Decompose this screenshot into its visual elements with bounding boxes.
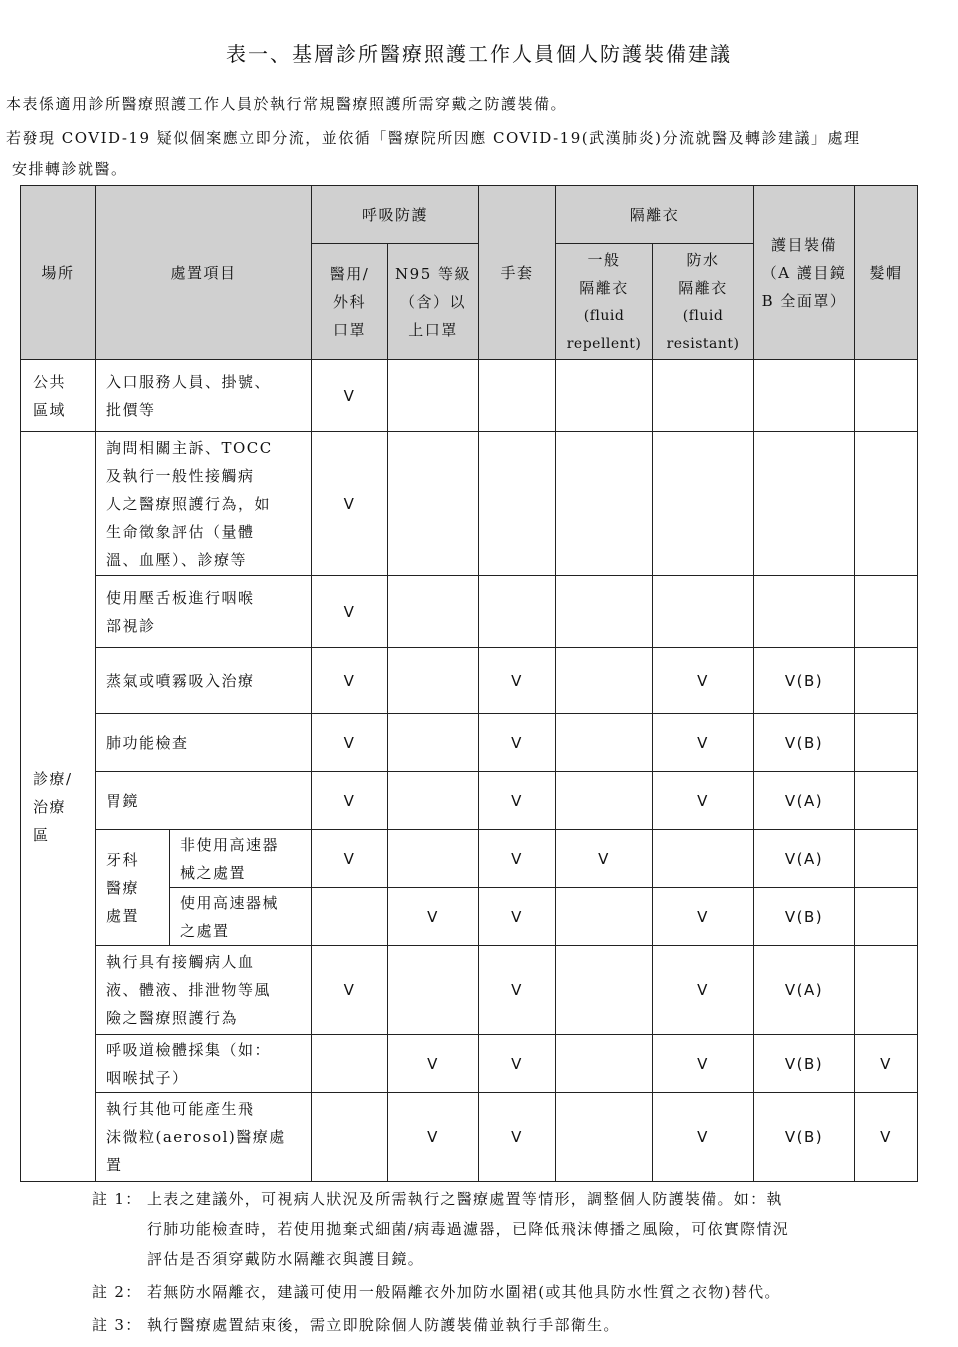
note-line: 若無防水隔離衣，建議可使用一般隔離衣外加防水圍裙(或其他具防水性質之衣物)替代。 (147, 1283, 781, 1301)
dental-line: 醫療 (106, 878, 140, 897)
cell-gloves: V (479, 946, 556, 1035)
cell-eye: V(B) (754, 1093, 855, 1182)
table-row (21, 432, 918, 576)
cell-n95 (388, 432, 479, 576)
item-line: 非使用高速器 (180, 835, 280, 854)
item-line: 胃鏡 (106, 791, 140, 810)
item-line: 執行具有接觸病人血 (106, 953, 255, 971)
header-eye-line: 護目裝備 (771, 235, 838, 254)
item-line: 置 (106, 1156, 123, 1174)
cell-mask: V (312, 648, 388, 714)
cell-gloves (479, 432, 556, 576)
cell-gown-waterproof (653, 830, 754, 888)
cell-cap (855, 946, 918, 1035)
header-gown-waterproof-line: (fluid (682, 307, 724, 324)
cell-mask: V (312, 432, 388, 576)
header-n95-line: （含）以 (400, 292, 467, 311)
header-item: 處置項目 (96, 186, 312, 360)
header-gown-general-line: (fluid (583, 307, 625, 324)
table-row (21, 648, 918, 714)
table-row (21, 946, 918, 1035)
intro-line-3: 安排轉診就醫。 (12, 160, 128, 178)
cell-gown-general (556, 1093, 653, 1182)
header-gown-general-line: 一般 (587, 250, 621, 269)
cell-gown-general (556, 648, 653, 714)
note-line: 執行醫療處置結束後，需立即脫除個人防護裝備並執行手部衛生。 (147, 1316, 620, 1334)
item-line: 使用壓舌板進行咽喉 (106, 588, 255, 607)
cell-gown-waterproof: V (653, 946, 754, 1035)
header-gloves: 手套 (479, 186, 556, 360)
item-line: 蒸氣或噴霧吸入治療 (106, 671, 255, 690)
note-1 (92, 1184, 932, 1274)
intro-line-2: 若發現 COVID-19 疑似個案應立即分流，並依循「醫療院所因應 COVID-19(武漢肺炎)分流就醫及轉診建議」處理 (6, 129, 861, 147)
item-cell (96, 1093, 312, 1182)
cell-mask: V (312, 772, 388, 830)
cell-mask (312, 1035, 388, 1093)
item-line: 執行其他可能產生飛 (106, 1100, 255, 1118)
cell-gown-general (556, 772, 653, 830)
header-n95-line: 上口罩 (408, 320, 458, 339)
note-label: 註 1： (92, 1190, 142, 1208)
item-line: 之處置 (180, 921, 230, 940)
cell-gown-general (556, 888, 653, 946)
zone-public (21, 360, 96, 432)
header-gown-waterproof-line: 防水 (686, 250, 720, 269)
item-line: 人之醫療照護行為，如 (106, 494, 272, 513)
item-cell (96, 714, 312, 772)
cell-n95: V (388, 1035, 479, 1093)
item-cell (96, 432, 312, 576)
header-mask-line: 醫用/ (329, 264, 370, 283)
header-respiratory: 呼吸防護 (312, 186, 479, 244)
item-line: 使用高速器械 (180, 893, 280, 912)
page-title: 表一、基層診所醫療照護工作人員個人防護裝備建議 (226, 42, 732, 66)
cell-gown-waterproof: V (653, 1035, 754, 1093)
cell-eye: V(B) (754, 1035, 855, 1093)
item-cell (96, 648, 312, 714)
cell-gown-waterproof: V (653, 772, 754, 830)
cell-n95: V (388, 1093, 479, 1182)
cell-n95 (388, 772, 479, 830)
zone-line: 公共 (33, 372, 67, 391)
cell-eye: V(A) (754, 772, 855, 830)
cell-eye (754, 576, 855, 648)
item-cell (96, 772, 312, 830)
cell-gown-waterproof (653, 576, 754, 648)
cell-cap (855, 888, 918, 946)
cell-n95 (388, 360, 479, 432)
cell-eye (754, 360, 855, 432)
note-line: 上表之建議外，可視病人狀況及所需執行之醫療處置等情形，調整個人防護裝備。如：執 (147, 1190, 783, 1208)
header-surgical-mask (312, 244, 388, 360)
header-location: 場所 (21, 186, 96, 360)
item-cell (170, 888, 312, 946)
cell-cap (855, 772, 918, 830)
cell-gloves: V (479, 830, 556, 888)
cell-gown-waterproof: V (653, 714, 754, 772)
item-cell (96, 1035, 312, 1093)
zone-line: 治療 (33, 797, 67, 816)
cell-eye (754, 432, 855, 576)
cell-n95 (388, 830, 479, 888)
note-line: 行肺功能檢查時，若使用拋棄式細菌/病毒過濾器，已降低飛沫傳播之風險，可依實際情況 (147, 1220, 790, 1238)
header-n95-line: N95 等級 (395, 264, 472, 283)
cell-cap: V (855, 1093, 918, 1182)
cell-eye: V(A) (754, 830, 855, 888)
cell-eye: V(B) (754, 714, 855, 772)
cell-gloves: V (479, 888, 556, 946)
header-gown-waterproof-line: resistant) (666, 335, 740, 352)
zone-line: 區域 (33, 400, 67, 419)
cell-gown-general: V (556, 830, 653, 888)
ppe-table (20, 185, 918, 1182)
cell-n95: V (388, 888, 479, 946)
cell-cap (855, 830, 918, 888)
zone-line: 區 (33, 825, 50, 844)
header-eye-protection (754, 186, 855, 360)
cell-cap (855, 360, 918, 432)
item-line: 險之醫療照護行為 (106, 1009, 239, 1027)
cell-gown-waterproof: V (653, 648, 754, 714)
dental-group (96, 830, 170, 946)
item-line: 液、體液、排泄物等風 (106, 981, 272, 999)
item-line: 溫、血壓）、診療等 (106, 550, 248, 569)
cell-gloves (479, 360, 556, 432)
item-line: 咽喉拭子） (106, 1068, 189, 1087)
cell-gown-general (556, 432, 653, 576)
cell-cap (855, 576, 918, 648)
table-row (21, 1093, 918, 1182)
item-cell (170, 830, 312, 888)
note-label: 註 2： (92, 1283, 142, 1301)
note-text (147, 1310, 932, 1340)
note-3 (92, 1310, 932, 1340)
cell-gloves: V (479, 1035, 556, 1093)
cell-cap (855, 714, 918, 772)
header-hair-cap: 髮帽 (855, 186, 918, 360)
item-cell (96, 360, 312, 432)
cell-mask: V (312, 830, 388, 888)
item-line: 械之處置 (180, 863, 247, 882)
cell-cap (855, 432, 918, 576)
cell-mask: V (312, 714, 388, 772)
cell-cap (855, 648, 918, 714)
item-line: 生命徵象評估（量體 (106, 522, 255, 541)
note-label: 註 3： (92, 1316, 142, 1334)
zone-treatment (21, 432, 96, 1182)
cell-gown-general (556, 360, 653, 432)
header-gown-general-line: 隔離衣 (579, 278, 629, 297)
cell-gloves (479, 576, 556, 648)
cell-gown-general (556, 576, 653, 648)
header-mask-line: 外科 (333, 292, 367, 311)
cell-gown-general (556, 714, 653, 772)
item-line: 及執行一般性接觸病 (106, 466, 255, 485)
cell-cap: V (855, 1035, 918, 1093)
cell-eye: V(B) (754, 888, 855, 946)
dental-line: 處置 (106, 906, 140, 925)
cell-n95 (388, 946, 479, 1035)
item-line: 批價等 (106, 400, 156, 419)
cell-gown-general (556, 946, 653, 1035)
cell-mask: V (312, 360, 388, 432)
table-row (21, 714, 918, 772)
cell-n95 (388, 648, 479, 714)
intro-line-1: 本表係適用診所醫療照護工作人員於執行常規醫療照護所需穿戴之防護裝備。 (6, 95, 568, 113)
header-mask-line: 口罩 (333, 320, 367, 339)
cell-mask: V (312, 576, 388, 648)
header-gown-waterproof (653, 244, 754, 360)
item-cell (96, 946, 312, 1035)
cell-gown-waterproof: V (653, 1093, 754, 1182)
header-gown: 隔離衣 (556, 186, 754, 244)
dental-line: 牙科 (106, 850, 140, 869)
table-row (21, 772, 918, 830)
note-line: 評估是否須穿戴防水隔離衣與護目鏡。 (147, 1250, 425, 1268)
cell-eye: V(A) (754, 946, 855, 1035)
note-text (147, 1184, 932, 1274)
item-line: 部視診 (106, 616, 156, 635)
item-line: 肺功能檢查 (106, 733, 189, 752)
table-row (21, 1035, 918, 1093)
cell-gloves: V (479, 648, 556, 714)
cell-gown-waterproof (653, 432, 754, 576)
cell-gown-waterproof: V (653, 888, 754, 946)
item-line: 呼吸道檢體採集（如： (106, 1040, 272, 1059)
cell-gloves: V (479, 1093, 556, 1182)
note-2 (92, 1277, 932, 1307)
item-cell (96, 576, 312, 648)
item-line: 詢問相關主訴、TOCC (106, 438, 273, 457)
table-row (21, 360, 918, 432)
zone-line: 診療/ (33, 769, 73, 788)
cell-gloves: V (479, 772, 556, 830)
cell-n95 (388, 714, 479, 772)
cell-mask: V (312, 946, 388, 1035)
cell-mask (312, 888, 388, 946)
cell-gloves: V (479, 714, 556, 772)
header-eye-line: （A 護目鏡 (761, 263, 847, 282)
cell-eye: V(B) (754, 648, 855, 714)
cell-mask (312, 1093, 388, 1182)
note-text (147, 1277, 932, 1307)
cell-n95 (388, 576, 479, 648)
header-gown-general-line: repellent) (566, 335, 642, 352)
cell-gown-waterproof (653, 360, 754, 432)
table-row (21, 576, 918, 648)
item-line: 入口服務人員、掛號、 (106, 372, 272, 391)
notes (92, 1184, 932, 1340)
header-n95 (388, 244, 479, 360)
item-line: 沫微粒(aerosol)醫療處 (106, 1128, 286, 1146)
header-gown-waterproof-line: 隔離衣 (678, 278, 728, 297)
table-row (21, 830, 918, 888)
header-eye-line: B 全面罩） (761, 291, 847, 310)
header-gown-general (556, 244, 653, 360)
cell-gown-general (556, 1035, 653, 1093)
